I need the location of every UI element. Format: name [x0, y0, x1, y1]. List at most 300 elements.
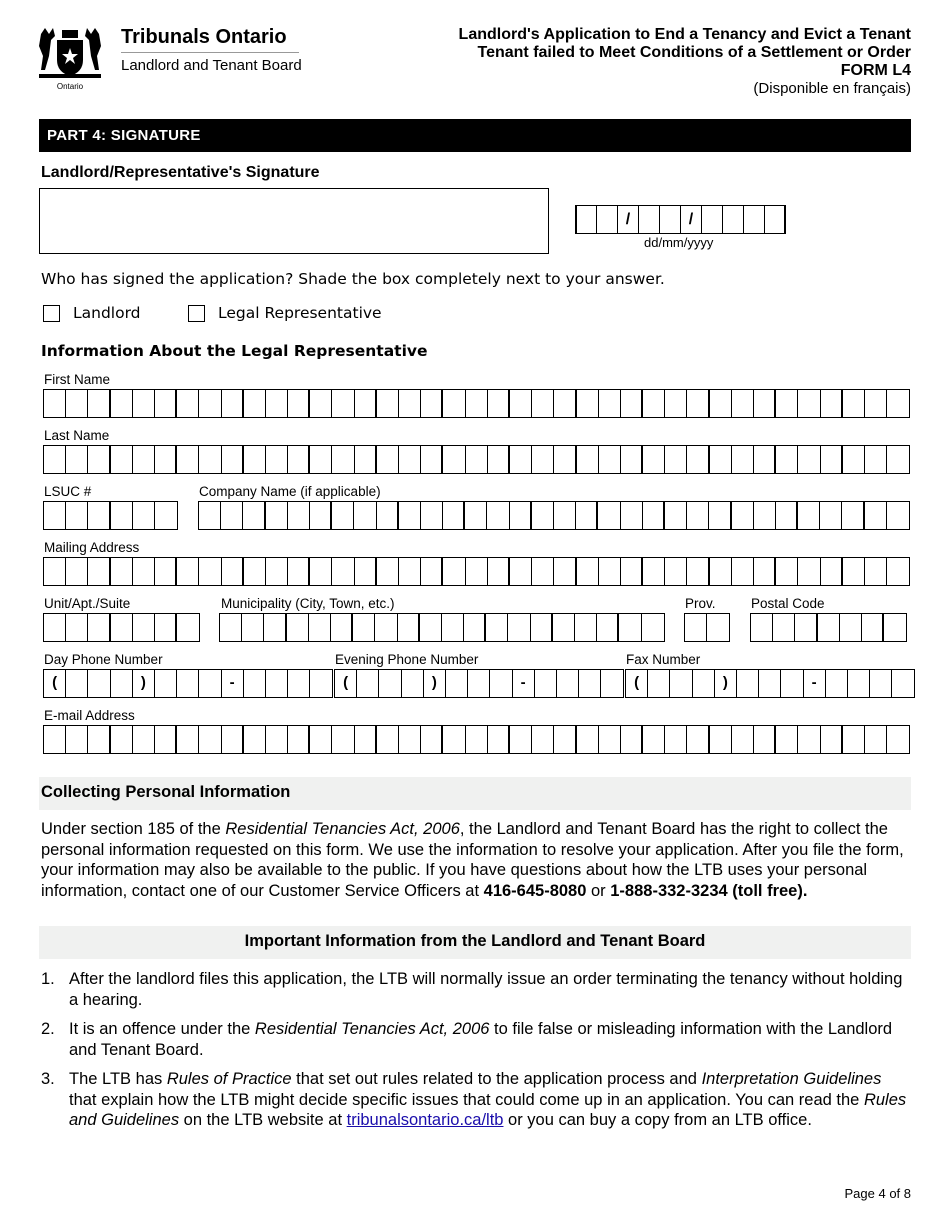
input-cell[interactable]: [843, 558, 865, 585]
input-cell[interactable]: [826, 670, 848, 697]
input-cell[interactable]: [754, 558, 776, 585]
input-cell[interactable]: [44, 390, 66, 417]
input-cell[interactable]: [843, 390, 865, 417]
input-cell[interactable]: [665, 502, 687, 529]
input-cell[interactable]: [488, 446, 510, 473]
input-cell[interactable]: [133, 390, 155, 417]
input-cell[interactable]: [266, 558, 288, 585]
input-cell[interactable]: [865, 446, 887, 473]
org-divider: [121, 52, 299, 53]
legal-rep-checkbox[interactable]: [188, 305, 205, 322]
input-cell[interactable]: [133, 726, 155, 753]
input-cell[interactable]: [464, 614, 486, 641]
input-cell[interactable]: [532, 502, 554, 529]
org-name: Tribunals Ontario: [121, 26, 287, 48]
input-cell[interactable]: [155, 390, 177, 417]
input-cell[interactable]: [865, 558, 887, 585]
input-cell[interactable]: [266, 726, 288, 753]
input-cell[interactable]: [244, 726, 266, 753]
input-cell[interactable]: [621, 502, 643, 529]
input-cell[interactable]: [177, 390, 199, 417]
input-cell[interactable]: [353, 614, 375, 641]
input-cell[interactable]: [865, 726, 887, 753]
input-cell[interactable]: [601, 670, 623, 697]
input-cell[interactable]: [111, 558, 133, 585]
input-cell[interactable]: [66, 558, 88, 585]
input-cell[interactable]: [892, 670, 914, 697]
date-cell[interactable]: [638, 205, 660, 234]
input-cell[interactable]: [488, 726, 510, 753]
date-cell[interactable]: [764, 205, 786, 234]
input-cell[interactable]: [798, 446, 820, 473]
input-cell[interactable]: [266, 390, 288, 417]
input-cell[interactable]: [402, 670, 424, 697]
municipality-label: Municipality (City, Town, etc.): [221, 596, 395, 611]
input-cell[interactable]: [310, 670, 332, 697]
input-cell[interactable]: [510, 726, 532, 753]
date-separator: /: [680, 205, 702, 234]
input-cell[interactable]: [754, 726, 776, 753]
input-cell[interactable]: [510, 390, 532, 417]
input-cell[interactable]: [199, 502, 221, 529]
input-cell[interactable]: [887, 558, 909, 585]
input-cell[interactable]: [751, 614, 773, 641]
input-cell[interactable]: [443, 558, 465, 585]
input-cell[interactable]: [220, 614, 242, 641]
input-cell[interactable]: [446, 670, 468, 697]
input-cell[interactable]: [466, 558, 488, 585]
input-cell[interactable]: [466, 726, 488, 753]
input-cell[interactable]: [685, 614, 707, 641]
input-cell[interactable]: [643, 446, 665, 473]
input-cell[interactable]: [776, 390, 798, 417]
input-cell[interactable]: [266, 670, 288, 697]
province-field[interactable]: [684, 613, 730, 642]
input-cell[interactable]: [199, 670, 221, 697]
input-cell[interactable]: [399, 726, 421, 753]
input-cell[interactable]: [111, 726, 133, 753]
input-cell[interactable]: [244, 390, 266, 417]
input-cell[interactable]: [332, 558, 354, 585]
input-cell[interactable]: [821, 726, 843, 753]
input-cell[interactable]: [773, 614, 795, 641]
input-cell[interactable]: [821, 390, 843, 417]
input-cell[interactable]: [399, 558, 421, 585]
input-cell[interactable]: [155, 614, 177, 641]
input-cell[interactable]: [687, 390, 709, 417]
input-cell[interactable]: [199, 446, 221, 473]
input-cell[interactable]: [577, 446, 599, 473]
input-cell[interactable]: [798, 726, 820, 753]
input-cell[interactable]: [693, 670, 715, 697]
unit-field[interactable]: [43, 613, 200, 642]
postal-code-field[interactable]: [750, 613, 907, 642]
input-cell[interactable]: [177, 726, 199, 753]
input-cell[interactable]: [776, 502, 798, 529]
input-cell[interactable]: [840, 614, 862, 641]
input-cell[interactable]: [66, 670, 88, 697]
evening-phone-field[interactable]: [334, 669, 624, 698]
input-cell[interactable]: [710, 390, 732, 417]
input-cell[interactable]: [710, 726, 732, 753]
input-cell[interactable]: [798, 502, 820, 529]
input-cell[interactable]: [643, 390, 665, 417]
input-cell[interactable]: [88, 614, 110, 641]
input-cell[interactable]: [355, 390, 377, 417]
date-cell[interactable]: [743, 205, 765, 234]
input-cell[interactable]: [557, 670, 579, 697]
input-cell[interactable]: [508, 614, 530, 641]
input-cell[interactable]: [598, 502, 620, 529]
input-cell[interactable]: [332, 390, 354, 417]
input-cell[interactable]: [862, 614, 884, 641]
input-cell[interactable]: [884, 614, 906, 641]
company-name-field[interactable]: [198, 501, 910, 530]
input-cell[interactable]: [443, 726, 465, 753]
input-cell[interactable]: [199, 558, 221, 585]
input-cell[interactable]: [776, 726, 798, 753]
input-cell[interactable]: [442, 614, 464, 641]
input-cell[interactable]: [133, 446, 155, 473]
input-cell[interactable]: [377, 390, 399, 417]
input-cell[interactable]: [687, 558, 709, 585]
input-cell[interactable]: [222, 446, 244, 473]
input-cell[interactable]: [490, 670, 512, 697]
input-cell[interactable]: [466, 390, 488, 417]
input-cell[interactable]: [354, 502, 376, 529]
input-cell[interactable]: [222, 726, 244, 753]
ltb-website-link[interactable]: tribunalsontario.ca/ltb: [346, 1111, 504, 1129]
input-cell[interactable]: [643, 726, 665, 753]
input-cell[interactable]: [576, 502, 598, 529]
signature-box[interactable]: [39, 188, 549, 254]
phone-open-paren: (: [626, 670, 648, 697]
input-cell[interactable]: [776, 558, 798, 585]
input-cell[interactable]: [510, 502, 532, 529]
input-cell[interactable]: [310, 558, 332, 585]
input-cell[interactable]: [421, 502, 443, 529]
input-cell[interactable]: [44, 614, 66, 641]
input-cell[interactable]: [421, 558, 443, 585]
input-cell[interactable]: [821, 558, 843, 585]
input-cell[interactable]: [554, 558, 576, 585]
input-cell[interactable]: [599, 558, 621, 585]
input-cell[interactable]: [848, 670, 870, 697]
email-field[interactable]: [43, 725, 910, 754]
input-cell[interactable]: [222, 558, 244, 585]
input-cell[interactable]: [820, 502, 842, 529]
input-cell[interactable]: [554, 446, 576, 473]
input-cell[interactable]: [398, 614, 420, 641]
input-cell[interactable]: [310, 390, 332, 417]
input-cell[interactable]: [332, 446, 354, 473]
lsuc-field[interactable]: [43, 501, 178, 530]
input-cell[interactable]: [579, 670, 601, 697]
phone-dash: -: [804, 670, 826, 697]
form-header: [459, 26, 911, 98]
input-cell[interactable]: [266, 446, 288, 473]
input-cell[interactable]: [88, 446, 110, 473]
input-cell[interactable]: [798, 558, 820, 585]
input-cell[interactable]: [754, 390, 776, 417]
input-cell[interactable]: [355, 726, 377, 753]
input-cell[interactable]: [487, 502, 509, 529]
input-cell[interactable]: [486, 614, 508, 641]
input-cell[interactable]: [466, 446, 488, 473]
mailing-address-label: Mailing Address: [44, 540, 140, 555]
input-cell[interactable]: [575, 614, 597, 641]
input-cell[interactable]: [244, 670, 266, 697]
input-cell[interactable]: [710, 558, 732, 585]
input-cell[interactable]: [488, 390, 510, 417]
input-cell[interactable]: [648, 670, 670, 697]
input-cell[interactable]: [221, 502, 243, 529]
input-cell[interactable]: [865, 502, 887, 529]
signature-date-field[interactable]: [575, 205, 786, 234]
input-cell[interactable]: [66, 502, 88, 529]
input-cell[interactable]: [399, 390, 421, 417]
input-cell[interactable]: [754, 446, 776, 473]
input-cell[interactable]: [199, 390, 221, 417]
input-cell[interactable]: [707, 614, 729, 641]
input-cell[interactable]: [532, 446, 554, 473]
input-cell[interactable]: [621, 446, 643, 473]
input-cell[interactable]: [111, 670, 133, 697]
input-cell[interactable]: [44, 446, 66, 473]
input-cell[interactable]: [421, 446, 443, 473]
input-cell[interactable]: [44, 502, 66, 529]
date-cell[interactable]: [701, 205, 723, 234]
input-cell[interactable]: [687, 502, 709, 529]
input-cell[interactable]: [379, 670, 401, 697]
input-cell[interactable]: [375, 614, 397, 641]
input-cell[interactable]: [531, 614, 553, 641]
input-cell[interactable]: [66, 390, 88, 417]
input-cell[interactable]: [244, 446, 266, 473]
input-cell[interactable]: [599, 726, 621, 753]
input-cell[interactable]: [818, 614, 840, 641]
input-cell[interactable]: [287, 614, 309, 641]
input-cell[interactable]: [111, 502, 133, 529]
input-cell[interactable]: [621, 390, 643, 417]
input-cell[interactable]: [443, 390, 465, 417]
day-phone-field[interactable]: [43, 669, 333, 698]
input-cell[interactable]: [243, 502, 265, 529]
input-cell[interactable]: [665, 390, 687, 417]
input-cell[interactable]: [288, 558, 310, 585]
input-cell[interactable]: [420, 614, 442, 641]
input-cell[interactable]: [111, 614, 133, 641]
input-cell[interactable]: [155, 670, 177, 697]
input-cell[interactable]: [465, 502, 487, 529]
input-cell[interactable]: [842, 502, 864, 529]
input-cell[interactable]: [643, 558, 665, 585]
input-cell[interactable]: [776, 446, 798, 473]
ontario-coat-of-arms-logo: [35, 26, 105, 94]
input-cell[interactable]: [288, 670, 310, 697]
input-cell[interactable]: [843, 446, 865, 473]
input-cell[interactable]: [553, 614, 575, 641]
input-cell[interactable]: [621, 558, 643, 585]
input-cell[interactable]: [599, 390, 621, 417]
important-info-list: [41, 969, 913, 1140]
input-cell[interactable]: [554, 726, 576, 753]
input-cell[interactable]: [66, 726, 88, 753]
input-cell[interactable]: [111, 446, 133, 473]
input-cell[interactable]: [619, 614, 641, 641]
input-cell[interactable]: [288, 390, 310, 417]
input-cell[interactable]: [155, 502, 177, 529]
input-cell[interactable]: [357, 670, 379, 697]
input-cell[interactable]: [177, 670, 199, 697]
input-cell[interactable]: [244, 558, 266, 585]
input-cell[interactable]: [177, 446, 199, 473]
input-cell[interactable]: [155, 726, 177, 753]
input-cell[interactable]: [242, 614, 264, 641]
input-cell[interactable]: [577, 390, 599, 417]
input-cell[interactable]: [510, 446, 532, 473]
input-cell[interactable]: [732, 390, 754, 417]
municipality-field[interactable]: [219, 613, 665, 642]
last-name-field[interactable]: [43, 445, 910, 474]
input-cell[interactable]: [266, 502, 288, 529]
input-cell[interactable]: [44, 726, 66, 753]
input-cell[interactable]: [781, 670, 803, 697]
input-cell[interactable]: [88, 670, 110, 697]
input-cell[interactable]: [133, 558, 155, 585]
input-cell[interactable]: [88, 502, 110, 529]
input-cell[interactable]: [577, 726, 599, 753]
fax-field[interactable]: [625, 669, 915, 698]
input-cell[interactable]: [710, 446, 732, 473]
input-cell[interactable]: [887, 390, 909, 417]
input-cell[interactable]: [331, 614, 353, 641]
input-cell[interactable]: [488, 558, 510, 585]
input-cell[interactable]: [310, 446, 332, 473]
input-cell[interactable]: [421, 726, 443, 753]
input-cell[interactable]: [887, 726, 909, 753]
input-cell[interactable]: [535, 670, 557, 697]
input-cell[interactable]: [621, 726, 643, 753]
input-cell[interactable]: [865, 390, 887, 417]
input-cell[interactable]: [66, 614, 88, 641]
input-cell[interactable]: [599, 446, 621, 473]
input-cell[interactable]: [732, 446, 754, 473]
date-cell[interactable]: [575, 205, 597, 234]
input-cell[interactable]: [332, 726, 354, 753]
input-cell[interactable]: [133, 502, 155, 529]
input-cell[interactable]: [111, 390, 133, 417]
input-cell[interactable]: [309, 614, 331, 641]
input-cell[interactable]: [642, 614, 664, 641]
input-cell[interactable]: [870, 670, 892, 697]
date-cell[interactable]: [722, 205, 744, 234]
input-cell[interactable]: [66, 446, 88, 473]
input-cell[interactable]: [199, 726, 221, 753]
first-name-field[interactable]: [43, 389, 910, 418]
input-cell[interactable]: [222, 390, 244, 417]
input-cell[interactable]: [399, 446, 421, 473]
input-cell[interactable]: [155, 558, 177, 585]
input-cell[interactable]: [377, 502, 399, 529]
input-cell[interactable]: [665, 446, 687, 473]
input-cell[interactable]: [288, 502, 310, 529]
input-cell[interactable]: [288, 726, 310, 753]
input-cell[interactable]: [687, 446, 709, 473]
input-cell[interactable]: [798, 390, 820, 417]
input-cell[interactable]: [737, 670, 759, 697]
input-cell[interactable]: [332, 502, 354, 529]
input-cell[interactable]: [377, 726, 399, 753]
date-cell[interactable]: [659, 205, 681, 234]
input-cell[interactable]: [44, 558, 66, 585]
input-cell[interactable]: [759, 670, 781, 697]
input-cell[interactable]: [310, 502, 332, 529]
input-cell[interactable]: [554, 502, 576, 529]
important-info-heading: Important Information from the Landlord and Tenant Board: [39, 926, 911, 959]
mailing-address-field[interactable]: [43, 557, 910, 586]
input-cell[interactable]: [177, 614, 199, 641]
input-cell[interactable]: [88, 726, 110, 753]
input-cell[interactable]: [133, 614, 155, 641]
input-cell[interactable]: [821, 446, 843, 473]
input-cell[interactable]: [288, 446, 310, 473]
input-cell[interactable]: [732, 558, 754, 585]
input-cell[interactable]: [754, 502, 776, 529]
input-cell[interactable]: [732, 726, 754, 753]
input-cell[interactable]: [377, 558, 399, 585]
input-cell[interactable]: [421, 390, 443, 417]
form-title-line1: Landlord's Application to End a Tenancy and Evict a Tenant: [458, 26, 911, 43]
input-cell[interactable]: [355, 446, 377, 473]
input-cell[interactable]: [532, 726, 554, 753]
input-cell[interactable]: [732, 502, 754, 529]
input-cell[interactable]: [88, 558, 110, 585]
input-cell[interactable]: [709, 502, 731, 529]
input-cell[interactable]: [443, 502, 465, 529]
input-cell[interactable]: [554, 390, 576, 417]
input-cell[interactable]: [643, 502, 665, 529]
phone-open-paren: (: [335, 670, 357, 697]
input-cell[interactable]: [377, 446, 399, 473]
phone-close-paren: ): [715, 670, 737, 697]
input-cell[interactable]: [468, 670, 490, 697]
input-cell[interactable]: [887, 502, 909, 529]
input-cell[interactable]: [887, 446, 909, 473]
input-cell[interactable]: [843, 726, 865, 753]
input-cell[interactable]: [510, 558, 532, 585]
date-cell[interactable]: [596, 205, 618, 234]
input-cell[interactable]: [310, 726, 332, 753]
landlord-checkbox[interactable]: [43, 305, 60, 322]
input-cell[interactable]: [670, 670, 692, 697]
input-cell[interactable]: [665, 726, 687, 753]
input-cell[interactable]: [88, 390, 110, 417]
input-cell[interactable]: [687, 726, 709, 753]
input-cell[interactable]: [532, 558, 554, 585]
input-cell[interactable]: [795, 614, 817, 641]
input-cell[interactable]: [264, 614, 286, 641]
input-cell[interactable]: [443, 446, 465, 473]
input-cell[interactable]: [177, 558, 199, 585]
input-cell[interactable]: [355, 558, 377, 585]
input-cell[interactable]: [665, 558, 687, 585]
input-cell[interactable]: [399, 502, 421, 529]
input-cell[interactable]: [155, 446, 177, 473]
input-cell[interactable]: [597, 614, 619, 641]
input-cell[interactable]: [577, 558, 599, 585]
input-cell[interactable]: [532, 390, 554, 417]
